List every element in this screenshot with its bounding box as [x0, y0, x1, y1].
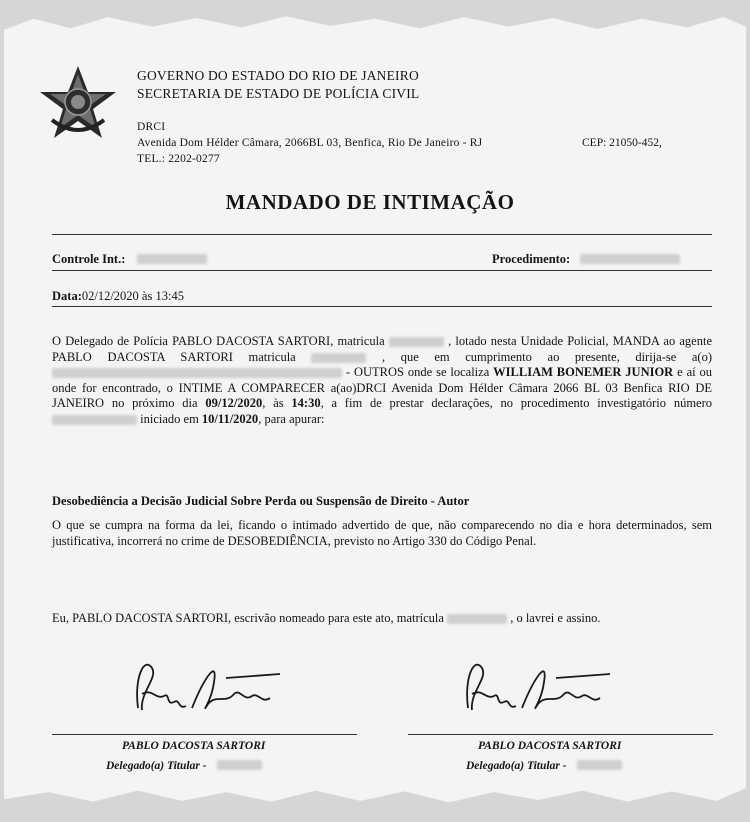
redacted-block	[311, 353, 366, 363]
p1-text: O Delegado de Polícia PABLO DACOSTA SARTORI, matricula	[52, 334, 385, 348]
p1-text: , às	[262, 396, 284, 411]
controle-label: Controle Int.:	[52, 252, 126, 266]
crime-subject: Desobediência a Decisão Judicial Sobre Perda ou Suspensão de Direito - Autor	[52, 494, 470, 508]
signer-role-right-wrap	[466, 756, 622, 774]
p3-text: Eu, PABLO DACOSTA SARTORI, escrivão nomeado para este ato, matrícula	[52, 611, 444, 625]
redacted-block	[389, 337, 444, 347]
unit-cep: CEP: 21050-452,	[582, 137, 662, 149]
p3-text: , o lavrei e assino.	[510, 611, 601, 625]
signer-role-left-wrap	[106, 756, 262, 774]
signature-right	[460, 648, 620, 728]
p1-text: e aí ou onde for encontrado, o INTIME A COMPARECER a(ao)DRCI Avenida Dom Hélder Câmara 2066 BL 03 Benfica RIO DE JANEIRO no próximo dia	[52, 365, 712, 411]
p1-text: , para apurar:	[258, 411, 325, 426]
secretaria-name: SECRETARIA DE ESTADO DE POLÍCIA CIVIL	[137, 86, 420, 101]
clerk-paragraph	[52, 611, 712, 627]
signer-name-left: PABLO DACOSTA SARTORI	[122, 740, 266, 752]
controle-field	[52, 250, 207, 268]
document-title: MANDADO DE INTIMAÇÃO	[225, 190, 515, 214]
signature-line-right	[408, 734, 713, 735]
procedimento-label: Procedimento:	[492, 252, 571, 266]
p1-text: , a fim de prestar declarações, no procedimento investigatório número	[320, 396, 712, 411]
summons-paragraph	[52, 334, 712, 428]
divider-bottom	[52, 306, 712, 307]
p1-text: - OUTROS onde se localiza	[345, 365, 490, 380]
redacted-block	[52, 368, 342, 378]
p1-text: , lotado nesta Unidade Policial, MANDA ao agente PABLO DACOSTA SARTORI matricula	[52, 334, 713, 364]
redacted-block	[217, 760, 262, 770]
redacted-block	[137, 254, 207, 264]
signer-name-right: PABLO DACOSTA SARTORI	[478, 740, 622, 752]
warning-paragraph: O que se cumpra na forma da lei, ficando o intimado advertido de que, não comparecendo no dia e hora determinados, sem justificativa, incorrerá no crime de DESOBEDIÊNCIA, previsto no Artigo 330 do Código Penal.	[52, 518, 712, 548]
date-field	[52, 287, 184, 305]
start-date: 10/11/2020	[201, 411, 259, 426]
gov-name: GOVERNO DO ESTADO DO RIO DE JANEIRO	[137, 68, 419, 83]
appointment-date: 09/12/2020	[205, 396, 263, 411]
unit-phone: TEL.: 2202-0277	[137, 153, 220, 165]
signer-role-left: Delegado(a) Titular -	[106, 760, 207, 772]
divider-middle	[52, 270, 712, 271]
unit-address: Avenida Dom Hélder Câmara, 2066BL 03, Benfica, Rio De Janeiro - RJ	[137, 137, 483, 149]
divider-top	[52, 234, 712, 235]
p1-text: iniciado em	[140, 411, 199, 426]
signer-role-right: Delegado(a) Titular -	[466, 760, 567, 772]
police-seal-icon	[38, 64, 118, 144]
unit-name: DRCI	[137, 121, 166, 133]
date-value: 02/12/2020 às 13:45	[81, 289, 184, 303]
redacted-block	[447, 614, 507, 624]
signature-line-left	[52, 734, 357, 735]
redacted-block	[580, 254, 680, 264]
procedimento-field	[492, 250, 680, 268]
redacted-block	[577, 760, 622, 770]
redacted-block	[52, 415, 137, 425]
date-label: Data:	[52, 289, 82, 303]
summoned-name: WILLIAM BONEMER JUNIOR	[493, 365, 674, 380]
p1-text: , que em cumprimento ao presente, dirija-se a(o)	[381, 349, 713, 364]
appointment-time: 14:30	[291, 396, 321, 411]
signature-left	[130, 648, 290, 728]
